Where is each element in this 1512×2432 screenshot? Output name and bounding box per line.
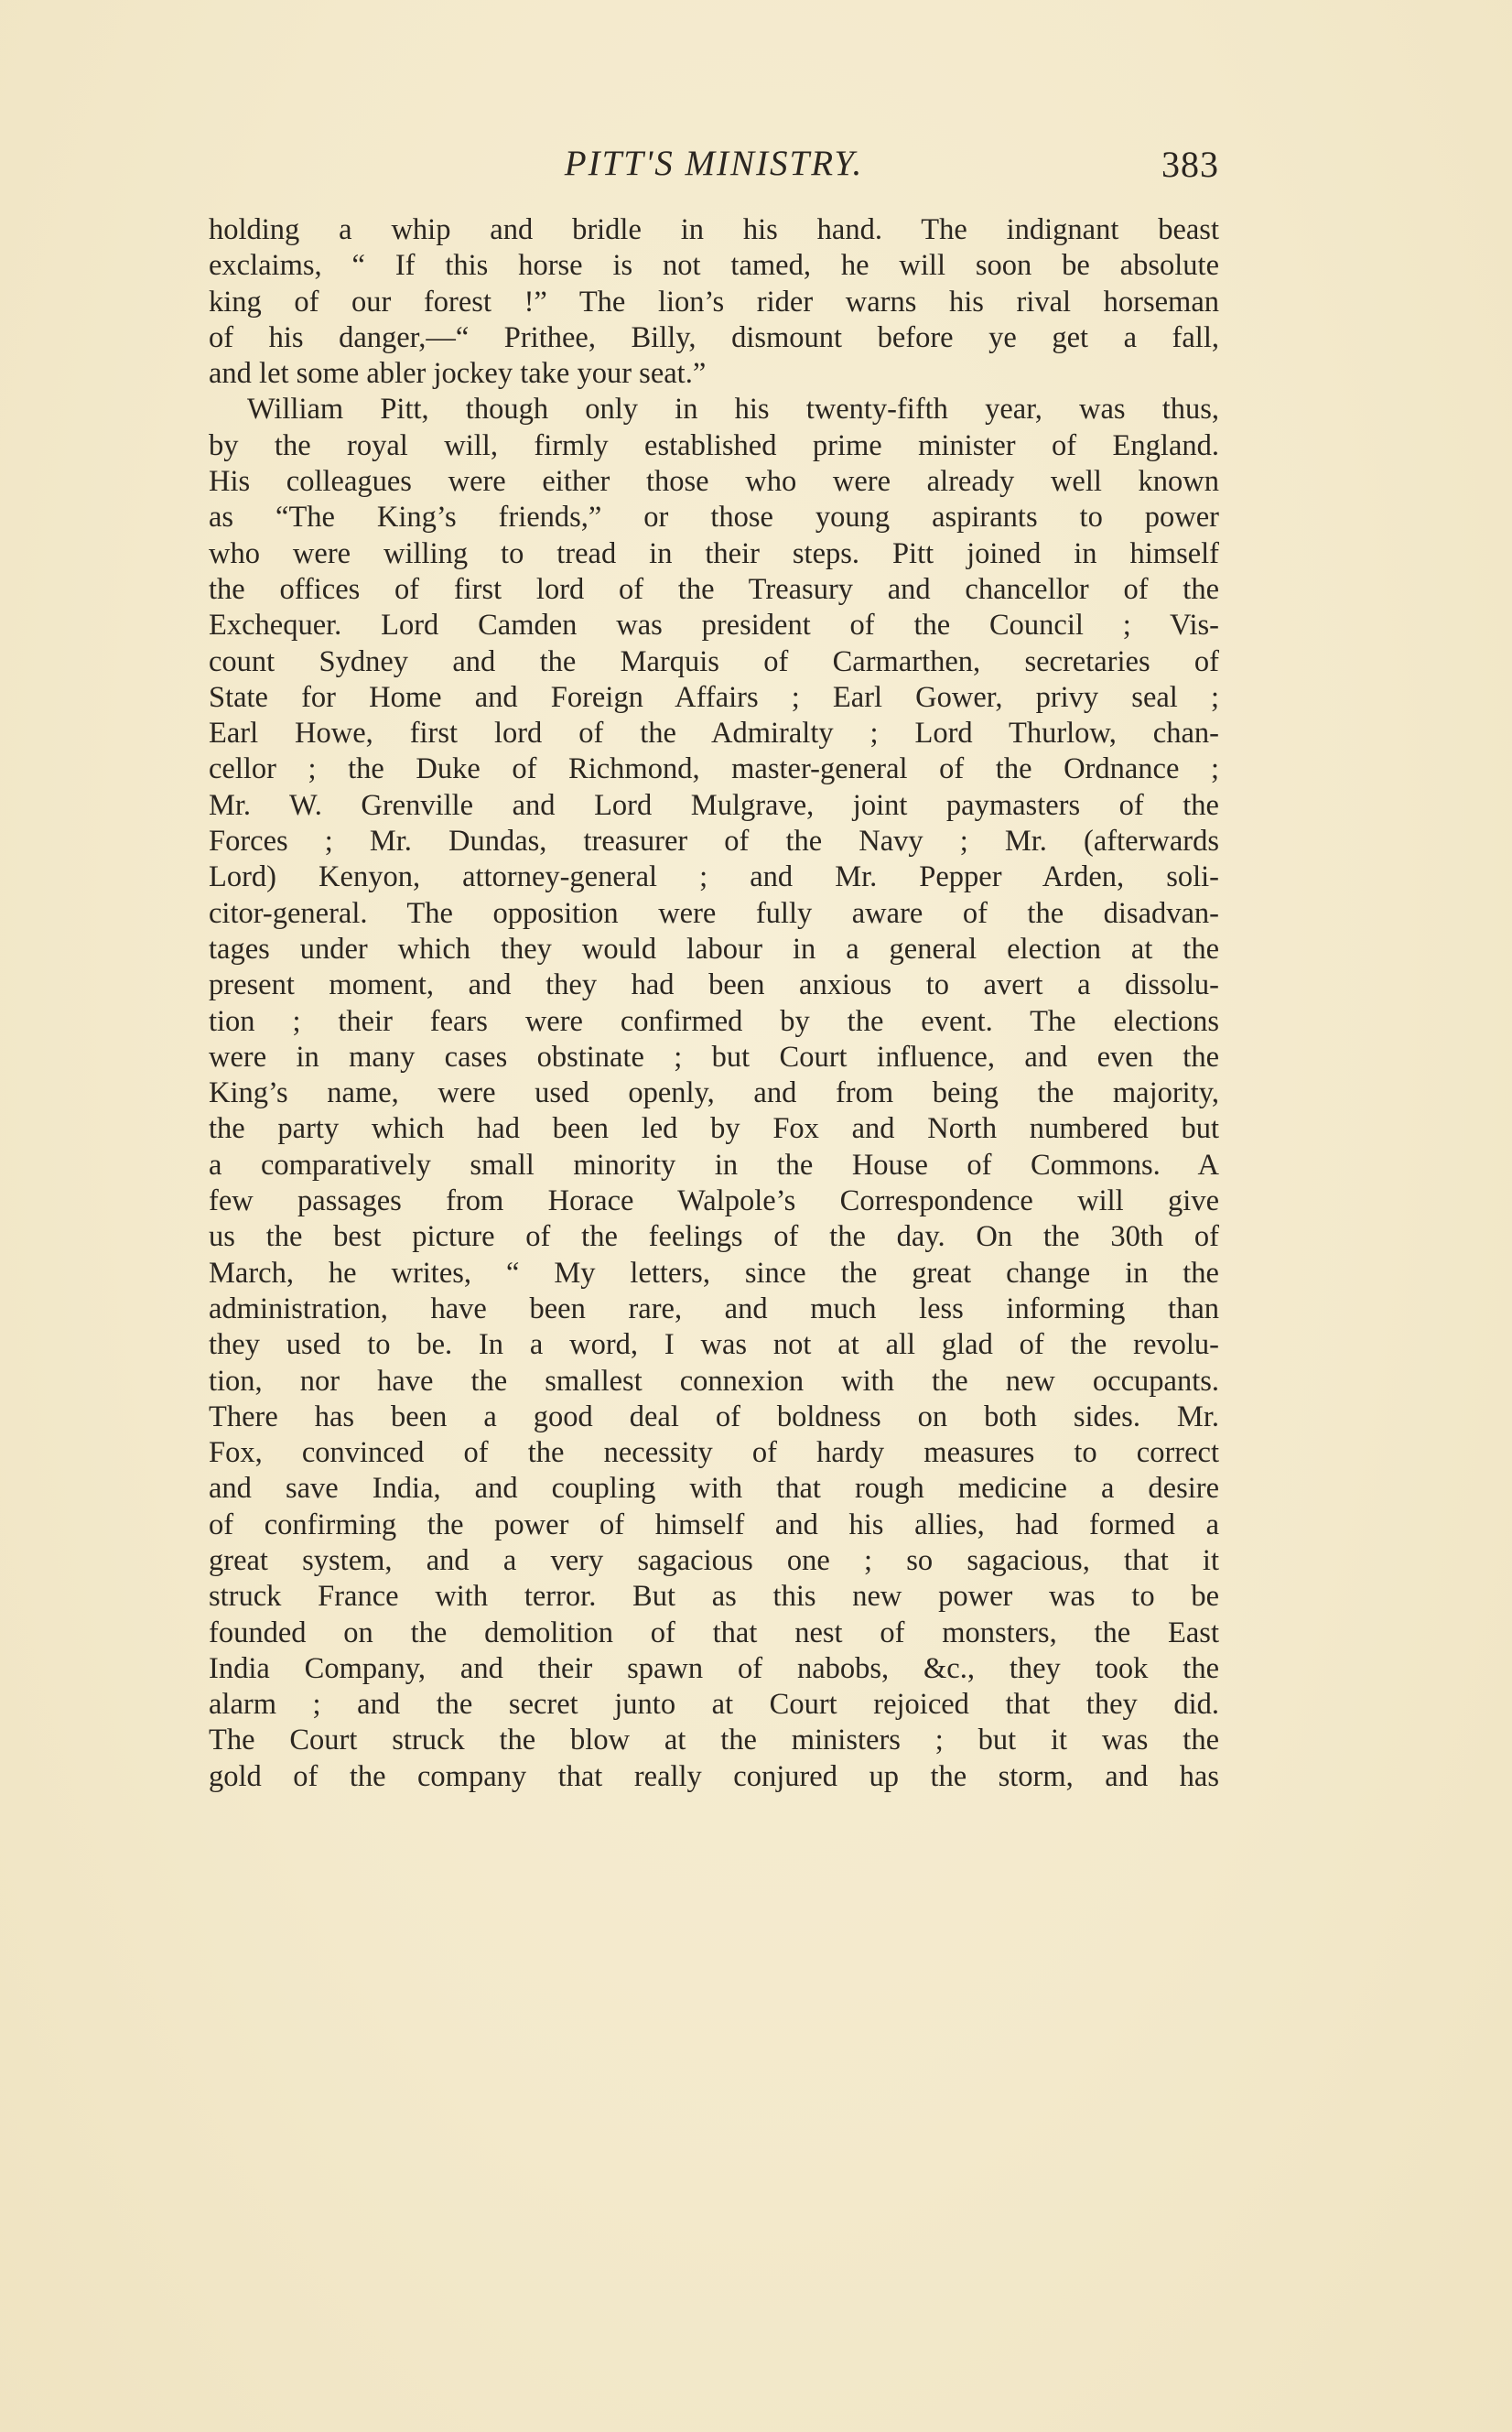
text-line: founded on the demolition of that nest of monsters, the East [209, 1616, 1219, 1649]
text-line: The Court struck the blow at the ministers ; but it was the [209, 1724, 1219, 1757]
text-line: great system, and a very sagacious one ; so sagacious, that it [209, 1543, 1219, 1577]
text-line: Earl Howe, first lord of the Admiralty ; Lord Thurlow, chan- [209, 717, 1219, 751]
text-line: a comparatively small minority in the House of Commons. A [209, 1148, 1219, 1182]
text-line: holding a whip and bridle in his hand. The indignant beast [209, 213, 1219, 246]
text-line: India Company, and their spawn of nabobs, &c., they took the [209, 1651, 1219, 1685]
running-head [209, 143, 1219, 198]
text-line: tion ; their fears were confirmed by the event. The elections [209, 1004, 1219, 1038]
text-line: of confirming the power of himself and his allies, had formed a [209, 1508, 1219, 1541]
text-line: State for Home and Foreign Affairs ; Earl Gower, privy seal ; [209, 680, 1219, 714]
text-line: present moment, and they had been anxious to avert a dissolu- [209, 968, 1219, 1002]
text-line: who were willing to tread in their steps. Pitt joined in himself [209, 536, 1219, 570]
text-line: tion, nor have the smallest connexion with the new occupants. [209, 1364, 1219, 1398]
body-text [209, 212, 1219, 1795]
text-line: tages under which they would labour in a general election at the [209, 932, 1219, 966]
text-line: they used to be. In a word, I was not at all glad of the revolu- [209, 1328, 1219, 1362]
text-line: as “The King’s friends,” or those young aspirants to power [209, 501, 1219, 535]
text-line: the party which had been led by Fox and North numbered but [209, 1112, 1219, 1146]
text-line: and let some abler jockey take your seat.” [209, 357, 707, 391]
text-line: His colleagues were either those who were already well known [209, 465, 1219, 499]
text-line: the offices of first lord of the Treasury and chancellor of the [209, 572, 1219, 606]
text-line: gold of the company that really conjured up the storm, and has [209, 1759, 1219, 1793]
text-line: William Pitt, though only in his twenty-fifth year, was thus, [247, 393, 1219, 427]
text-line: King’s name, were used openly, and from being the majority, [209, 1076, 1219, 1110]
text-line: March, he writes, “ My letters, since the great change in the [209, 1256, 1219, 1290]
text-line: Exchequer. Lord Camden was president of the Council ; Vis- [209, 609, 1219, 643]
page-number: 383 [1161, 144, 1219, 185]
text-line: us the best picture of the feelings of the day. On the 30th of [209, 1220, 1219, 1254]
text-line: cellor ; the Duke of Richmond, master-general of the Ordnance ; [209, 752, 1219, 786]
text-line: king of our forest !” The lion’s rider warns his rival horseman [209, 285, 1219, 319]
text-line: administration, have been rare, and much less informing than [209, 1292, 1219, 1325]
text-line: Mr. W. Grenville and Lord Mulgrave, joint paymasters of the [209, 788, 1219, 822]
text-line: were in many cases obstinate ; but Court influence, and even the [209, 1040, 1219, 1074]
text-line: by the royal will, firmly established prime minister of England. [209, 428, 1219, 462]
running-title: PITT'S MINISTRY. [564, 144, 864, 183]
text-line: few passages from Horace Walpole’s Correspondence will give [209, 1184, 1219, 1218]
text-line: struck France with terror. But as this new power was to be [209, 1580, 1219, 1614]
text-line: exclaims, “ If this horse is not tamed, he will soon be absolute [209, 249, 1219, 283]
text-line: Fox, convinced of the necessity of hardy measures to correct [209, 1436, 1219, 1470]
text-line: citor-general. The opposition were fully aware of the disadvan- [209, 896, 1219, 930]
text-line: of his danger,—“ Prithee, Billy, dismount before ye get a fall, [209, 320, 1219, 354]
text-line: alarm ; and the secret junto at Court rejoiced that they did. [209, 1688, 1219, 1722]
text-line: and save India, and coupling with that rough medicine a desire [209, 1472, 1219, 1506]
text-line: Lord) Kenyon, attorney-general ; and Mr. Pepper Arden, soli- [209, 860, 1219, 894]
text-line: There has been a good deal of boldness on both sides. Mr. [209, 1400, 1219, 1433]
text-line: Forces ; Mr. Dundas, treasurer of the Navy ; Mr. (afterwards [209, 825, 1219, 859]
text-line: count Sydney and the Marquis of Carmarthen, secretaries of [209, 644, 1219, 678]
